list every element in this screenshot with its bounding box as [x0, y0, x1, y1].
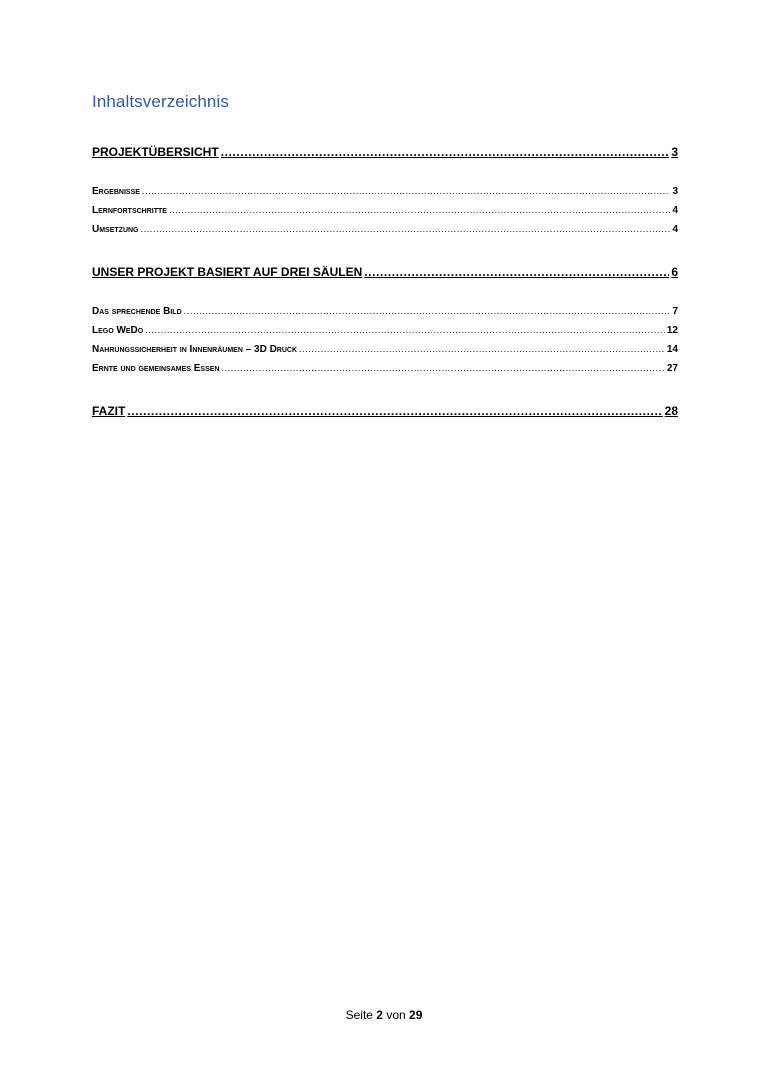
toc-heading: Inhaltsverzeichnis	[92, 92, 229, 111]
toc-leader-dots	[141, 224, 671, 234]
toc-leader-dots	[142, 186, 671, 196]
toc-entry-projektuebersicht[interactable]	[92, 145, 678, 159]
toc-leader-dots	[221, 363, 664, 373]
footer-total-pages: 29	[409, 1008, 423, 1022]
toc-entry-page: 3	[671, 145, 678, 159]
toc-entry-page: 4	[672, 224, 678, 235]
toc-entry-sprechende-bild[interactable]	[92, 306, 678, 317]
toc-entry-page: 12	[666, 325, 678, 336]
toc-entry-page: 4	[672, 205, 678, 216]
toc-entry-page: 6	[671, 265, 678, 279]
footer-prefix: Seite	[345, 1008, 373, 1022]
toc-entry-label: Nahrungssicherheit in Innenräumen – 3D Druck	[92, 344, 298, 355]
page-footer	[0, 1008, 768, 1022]
toc-entry-label: Umsetzung	[92, 224, 139, 235]
toc-entry-lernfortschritte[interactable]	[92, 205, 678, 216]
toc-entry-page: 7	[672, 306, 678, 317]
toc-entry-label: Ergebnisse	[92, 186, 140, 197]
toc-entry-lego-wedo[interactable]	[92, 325, 678, 336]
toc-entry-umsetzung[interactable]	[92, 224, 678, 235]
toc-entry-drei-saeulen[interactable]	[92, 265, 678, 279]
toc-leader-dots	[169, 205, 670, 215]
footer-current-page: 2	[376, 1008, 383, 1022]
toc-entry-page: 27	[666, 363, 678, 374]
toc-entry-label: Das sprechende Bild	[92, 306, 182, 317]
toc-leader-dots	[364, 265, 669, 279]
toc-entry-ernte[interactable]	[92, 363, 678, 374]
toc-entry-label: UNSER PROJEKT BASIERT AUF DREI SÄULEN	[92, 265, 363, 279]
toc-entry-label: FAZIT	[92, 404, 126, 418]
toc-entry-nahrungssicherheit[interactable]	[92, 344, 678, 355]
toc-entry-ergebnisse[interactable]	[92, 186, 678, 197]
toc-leader-dots	[299, 344, 665, 354]
toc-entry-page: 3	[672, 186, 678, 197]
toc-entry-label: Lernfortschritte	[92, 205, 167, 216]
footer-separator: von	[386, 1008, 406, 1022]
toc-leader-dots	[184, 306, 671, 316]
toc-entry-label: Lego WeDo	[92, 325, 144, 336]
toc-entry-label: Ernte und gemeinsames Essen	[92, 363, 220, 374]
toc-leader-dots	[145, 325, 665, 335]
toc-entry-fazit[interactable]	[92, 404, 678, 418]
toc-leader-dots	[127, 404, 662, 418]
toc-leader-dots	[221, 145, 670, 159]
toc-entry-page: 28	[664, 404, 678, 418]
toc-entry-label: PROJEKTÜBERSICHT	[92, 145, 219, 159]
toc-entry-page: 14	[666, 344, 678, 355]
